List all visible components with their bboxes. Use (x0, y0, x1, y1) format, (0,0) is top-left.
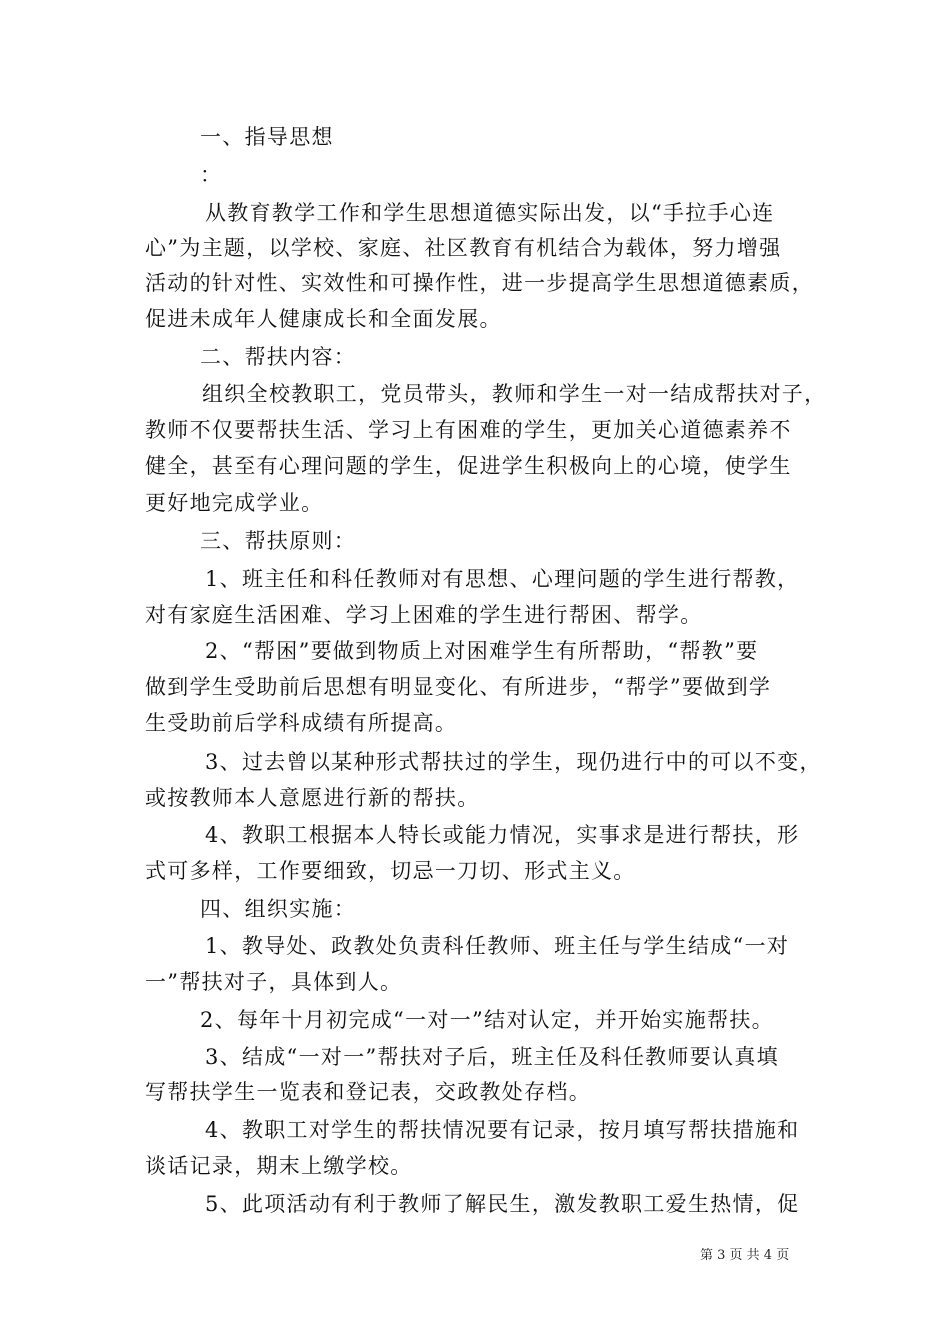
paragraph-line: 1、教导处、政教处负责科任教师、班主任与学生结成“一对 (205, 934, 790, 958)
paragraph-line: 谈话记录，期末上缴学校。 (145, 1154, 413, 1178)
paragraph-line: 或按教师本人意愿进行新的帮扶。 (145, 786, 480, 810)
paragraph-line: 活动的针对性、实效性和可操作性，进一步提高学生思想道德素质， (145, 271, 814, 295)
paragraph-line: 从教育教学工作和学生思想道德实际出发，以“手拉手心连 (205, 201, 775, 225)
paragraph-line: 对有家庭生活困难、学习上困难的学生进行帮困、帮学。 (145, 603, 703, 627)
paragraph-line: 4、教职工对学生的帮扶情况要有记录，按月填写帮扶措施和 (205, 1118, 800, 1142)
paragraph-line: 组织全校教职工，党员带头，教师和学生一对一结成帮扶对子， (202, 382, 827, 406)
paragraph-line: 1、班主任和科任教师对有思想、心理问题的学生进行帮教， (205, 567, 800, 591)
paragraph-line: 5、此项活动有利于教师了解民生，激发教职工爱生热情，促 (205, 1192, 800, 1216)
heading-guiding-ideology: 一、指导思想 (200, 125, 334, 149)
paragraph-line: 3、结成“一对一”帮扶对子后，班主任及科任教师要认真填 (205, 1045, 779, 1069)
paragraph-line: 促进未成年人健康成长和全面发展。 (145, 307, 502, 331)
paragraph-line: 健全，甚至有心理问题的学生，促进学生积极向上的心境，使学生 (145, 454, 792, 478)
heading-support-principles: 三、帮扶原则： (200, 529, 357, 553)
paragraph-line: ： (200, 163, 223, 187)
paragraph-line: 一”帮扶对子，具体到人。 (145, 970, 403, 994)
paragraph-line: 做到学生受助前后思想有明显变化、有所进步，“帮学”要做到学 (145, 675, 772, 699)
heading-organization: 四、组织实施： (200, 897, 357, 921)
paragraph-line: 教师不仅要帮扶生活、学习上有困难的学生，更加关心道德素养不 (145, 418, 792, 442)
paragraph-line: 生受助前后学科成绩有所提高。 (145, 711, 458, 735)
paragraph-line: 更好地完成学业。 (145, 491, 324, 515)
paragraph-line: 式可多样，工作要细致，切忌一刀切、形式主义。 (145, 859, 636, 883)
paragraph-line: 4、教职工根据本人特长或能力情况，实事求是进行帮扶，形 (205, 823, 800, 847)
page-number-footer: 第 3 页 共 4 页 (700, 1248, 790, 1263)
paragraph-line: 2、“帮困”要做到物质上对困难学生有所帮助，“帮教”要 (205, 639, 759, 663)
heading-support-content: 二、帮扶内容： (200, 345, 357, 369)
paragraph-line: 写帮扶学生一览表和登记表，交政教处存档。 (145, 1080, 591, 1104)
paragraph-line: 3、过去曾以某种形式帮扶过的学生，现仍进行中的可以不变， (205, 750, 822, 774)
paragraph-line: 心”为主题，以学校、家庭、社区教育有机结合为载体，努力增强 (145, 236, 782, 260)
paragraph-line: 2、每年十月初完成“一对一”结对认定，并开始实施帮扶。 (200, 1008, 774, 1032)
